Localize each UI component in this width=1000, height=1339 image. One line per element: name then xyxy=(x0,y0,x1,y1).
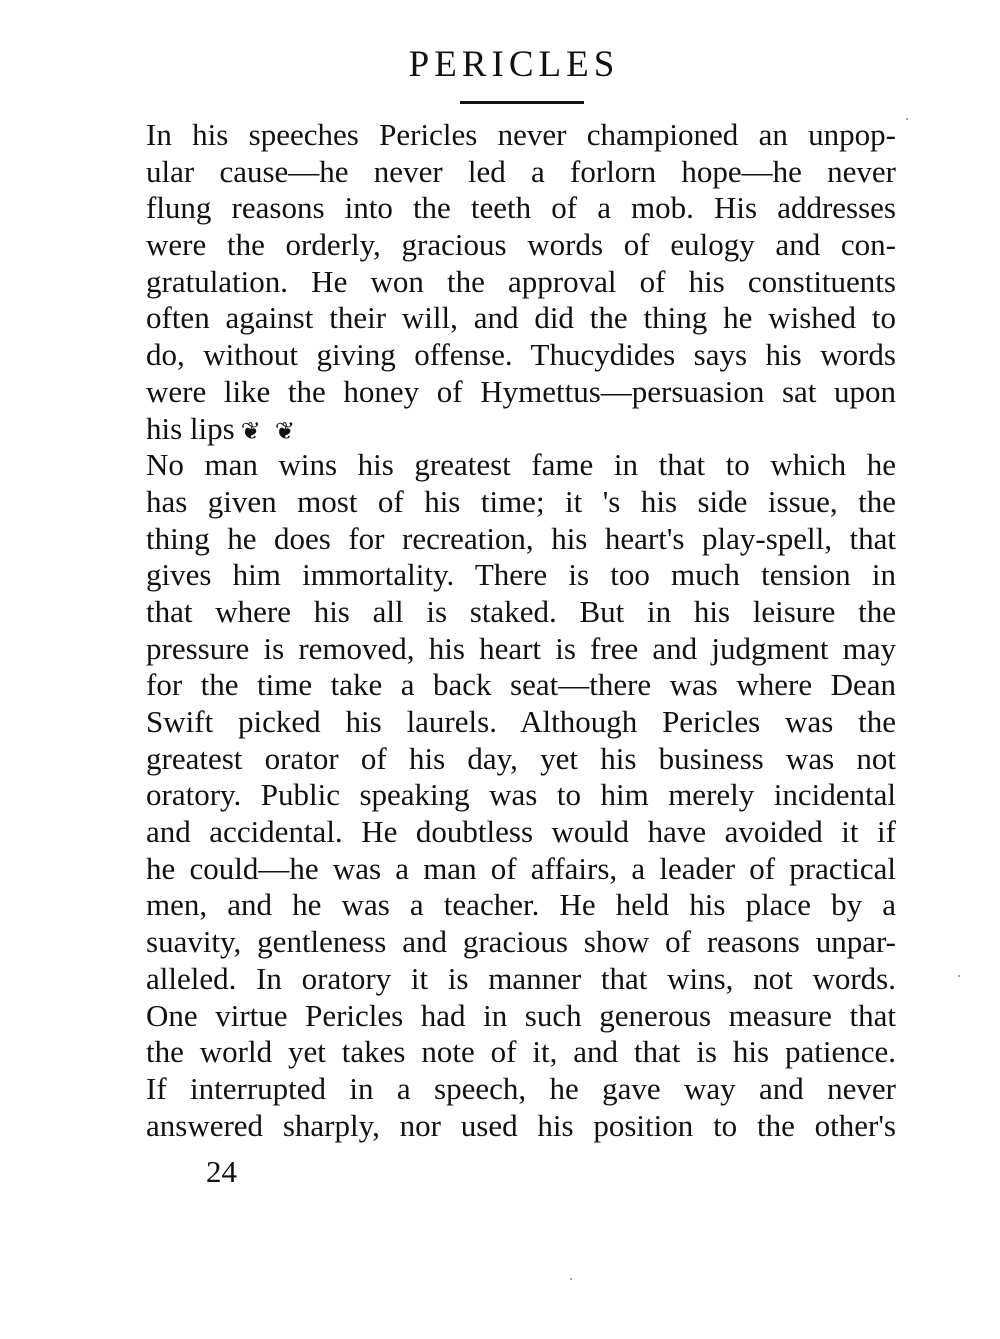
text-line: alleled. In oratory it is manner that wins, not words. xyxy=(146,960,896,996)
scan-speck xyxy=(958,975,960,977)
text-line: suavity, gentleness and gracious show of reasons unpar- xyxy=(146,924,896,960)
text-line: pressure is removed, his heart is free and judgment may xyxy=(146,630,896,666)
text-line: were the orderly, gracious words of eulogy and con- xyxy=(146,227,896,263)
text-line: gratulation. He won the approval of his constituents xyxy=(146,263,896,299)
text-line: often against their will, and did the thing he wished to xyxy=(146,300,896,336)
text-line: If interrupted in a speech, he gave way and never xyxy=(146,1070,896,1106)
text-line: greatest orator of his day, yet his business was not xyxy=(146,740,896,776)
text-line: that where his all is staked. But in his leisure the xyxy=(146,593,896,629)
text-line: flung reasons into the teeth of a mob. His addresses xyxy=(146,190,896,226)
text-line: Swift picked his laurels. Although Pericles was the xyxy=(146,704,896,739)
text-line: thing he does for recreation, his heart's play-spell, that xyxy=(146,520,896,556)
running-head: PERICLES xyxy=(408,44,620,85)
scan-speck xyxy=(906,118,908,120)
page-number: 24 xyxy=(206,1154,237,1189)
text-line: gives him immortality. There is too much tension in xyxy=(146,557,896,593)
text-line: ular cause—he never led a forlorn hope—he never xyxy=(146,153,896,189)
fleuron-ornament-icon: ❦ ❦ xyxy=(240,418,299,445)
text-line: has given most of his time; it 's his side issue, the xyxy=(146,483,896,519)
text-line-words: his lips xyxy=(146,410,235,446)
head-rule xyxy=(460,101,584,104)
text-line: he could—he was a man of affairs, a leader of practical xyxy=(146,850,896,886)
body-text xyxy=(146,117,896,1144)
text-line: and accidental. He doubtless would have avoided it if xyxy=(146,814,896,850)
text-line: No man wins his greatest fame in that to which he xyxy=(146,447,896,483)
text-line: One virtue Pericles had in such generous measure that xyxy=(146,997,896,1033)
text-line: answered sharply, nor used his position to the other's xyxy=(146,1107,896,1143)
scan-speck xyxy=(570,1278,572,1280)
text-line: men, and he was a teacher. He held his place by a xyxy=(146,887,896,923)
text-line: the world yet takes note of it, and that is his patience. xyxy=(146,1034,896,1070)
text-line: were like the honey of Hymettus—persuasion sat upon xyxy=(146,373,896,409)
text-line: do, without giving offense. Thucydides says his words xyxy=(146,337,896,373)
text-line: oratory. Public speaking was to him merely incidental xyxy=(146,777,896,813)
text-line: for the time take a back seat—there was where Dean xyxy=(146,667,896,703)
text-line: In his speeches Pericles never championed an unpop- xyxy=(146,117,896,152)
text-line-last xyxy=(146,411,896,448)
